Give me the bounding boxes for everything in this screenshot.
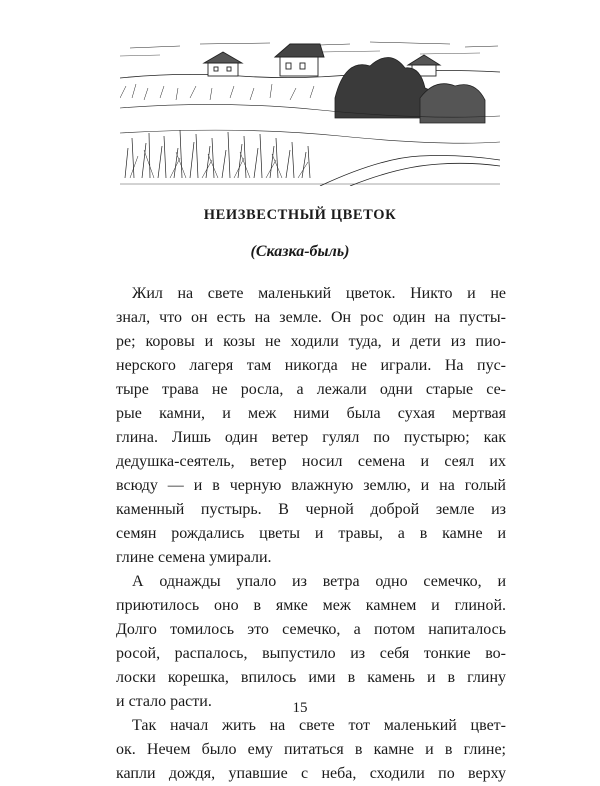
text-line: приютилось оно в ямке меж камнем и глиной. — [116, 597, 506, 614]
text-line: росой, распалось, выпустило из себя тонкие во- — [116, 645, 506, 662]
text-line: дедушка-сеятель, ветер носил семена и сеял их — [116, 453, 506, 470]
text-line: лоски корешка, впилось ими в камень и в глину — [116, 669, 506, 686]
text-line: всюду — и в черную влажную землю, и на голый — [116, 477, 506, 494]
text-line: глина. Лишь один ветер гулял по пустырю; как — [116, 429, 506, 446]
text-line: Долго томилось это семечко, а потом напиталось — [116, 621, 506, 638]
landscape-illustration — [120, 38, 500, 186]
text-line: нерского лагеря там никогда не играли. На пус- — [116, 357, 506, 374]
story-title: НЕИЗВЕСТНЫЙ ЦВЕТОК — [203, 207, 397, 223]
page-number: 15 — [292, 700, 308, 716]
text-line: и стало расти. — [116, 693, 212, 710]
story-subtitle: (Сказка-быль) — [250, 243, 350, 260]
text-line: капли дождя, упавшие с неба, сходили по верху — [116, 765, 506, 782]
text-line: глине семена умирали. — [116, 549, 272, 566]
house-left — [204, 52, 242, 76]
text-line: ре; коровы и козы не ходили туда, и дети из пио- — [116, 333, 506, 350]
text-line: А однажды упало из ветра одно семечко, и — [132, 573, 506, 590]
text-line: тыре трава не росла, а лежали одни старые се- — [116, 381, 506, 398]
text-line: Жил на свете маленький цветок. Никто и не — [132, 285, 506, 302]
text-line: знал, что он есть на земле. Он рос один на пусты- — [116, 309, 506, 326]
text-line: ок. Нечем было ему питаться в камне и в глине; — [116, 741, 506, 758]
text-line: каменный пустырь. В черной доброй земле из — [116, 501, 506, 518]
text-line: семян рождались цветы и травы, а в камне и — [116, 525, 506, 542]
text-line: рые камни, и меж ними была сухая мертвая — [116, 405, 506, 422]
house-center — [275, 44, 324, 76]
text-line: Так начал жить на свете тот маленький цвет- — [132, 717, 506, 734]
